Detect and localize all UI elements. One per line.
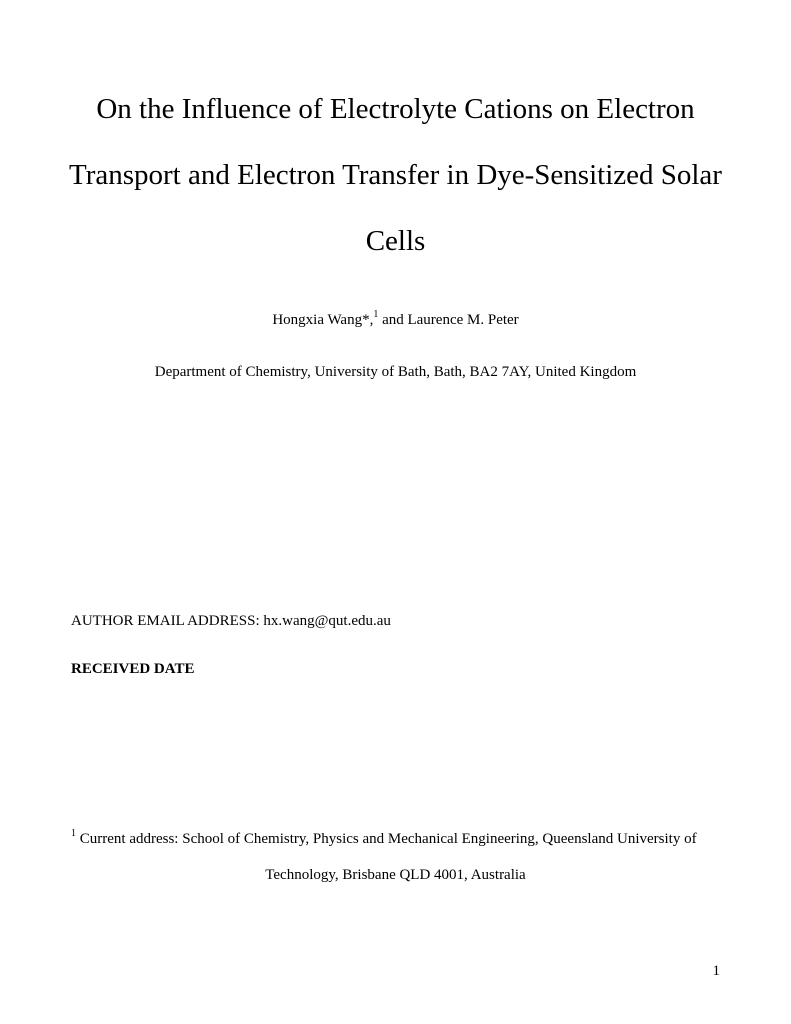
footnote-text-line-1: Current address: School of Chemistry, Physics and Mechanical Engineering, Queensland University of: [79, 831, 697, 847]
author-list: [0, 309, 791, 328]
footnote-line-2: Technology, Brisbane QLD 4001, Australia: [265, 867, 526, 883]
title-line-2: Transport and Electron Transfer in Dye-Sensitized Solar: [69, 159, 722, 191]
title-line-3: Cells: [365, 225, 426, 257]
footnote-line-1: [71, 828, 721, 847]
author-affiliation-marker: 1: [373, 309, 379, 320]
affiliation: Department of Chemistry, University of Bath, Bath, BA2 7AY, United Kingdom: [154, 364, 637, 380]
author-rest: and Laurence M. Peter: [378, 312, 519, 328]
title-line-1: On the Influence of Electrolyte Cations on Electron: [96, 93, 695, 125]
footnote-marker: 1: [71, 828, 76, 839]
page-number: 1: [712, 963, 720, 979]
author-email-line: AUTHOR EMAIL ADDRESS: hx.wang@qut.edu.au: [71, 613, 391, 629]
author-first: Hongxia Wang*,: [272, 312, 374, 328]
received-date: RECEIVED DATE: [71, 661, 195, 677]
